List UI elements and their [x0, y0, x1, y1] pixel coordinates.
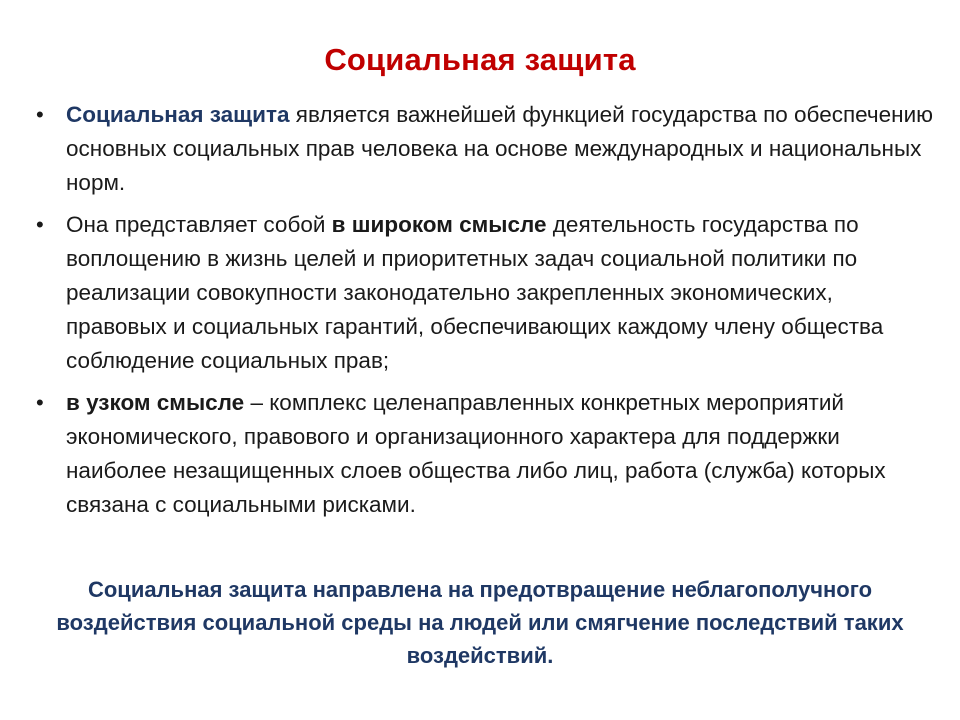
bullet-keyword: Социальная защита [66, 102, 290, 127]
bullet-item-broad-sense [34, 208, 934, 378]
bullet-text-lead: Она представляет собой [66, 212, 332, 237]
conclusion-text: Социальная защита направлена на предотвращение неблагополучного воздействия социальной среды на людей или смягчение последствий таких воздействий. [56, 577, 904, 668]
bullet-text: – комплекс целенаправленных конкретных мероприятий экономического, правового и организационного характера для поддержки наиболее незащищенных слоев общества либо лиц, работа (служба) которых связана с социальными рисками. [66, 390, 886, 517]
bullet-item-definition [34, 98, 934, 200]
bullet-icon: • [36, 102, 44, 127]
bullet-item-narrow-sense [34, 386, 934, 522]
bullet-icon: • [36, 390, 44, 415]
slide-title: Социальная защита [324, 42, 636, 77]
bullet-text: является важнейшей функцией государства по обеспечению основных социальных прав человека на основе международных и национальных норм. [66, 102, 934, 195]
bullet-list [34, 98, 934, 530]
bullet-keyword: в узком смысле [66, 390, 245, 415]
bullet-icon: • [36, 212, 44, 237]
bullet-text: деятельность государства по воплощению в жизнь целей и приоритетных задач социальной политики по реализации совокупности законодательно закрепленных экономических, правовых и социальных гарантий, обеспечивающих каждому члену общества соблюдение социальных прав; [66, 212, 884, 373]
bullet-keyword: в широком смысле [331, 212, 547, 237]
